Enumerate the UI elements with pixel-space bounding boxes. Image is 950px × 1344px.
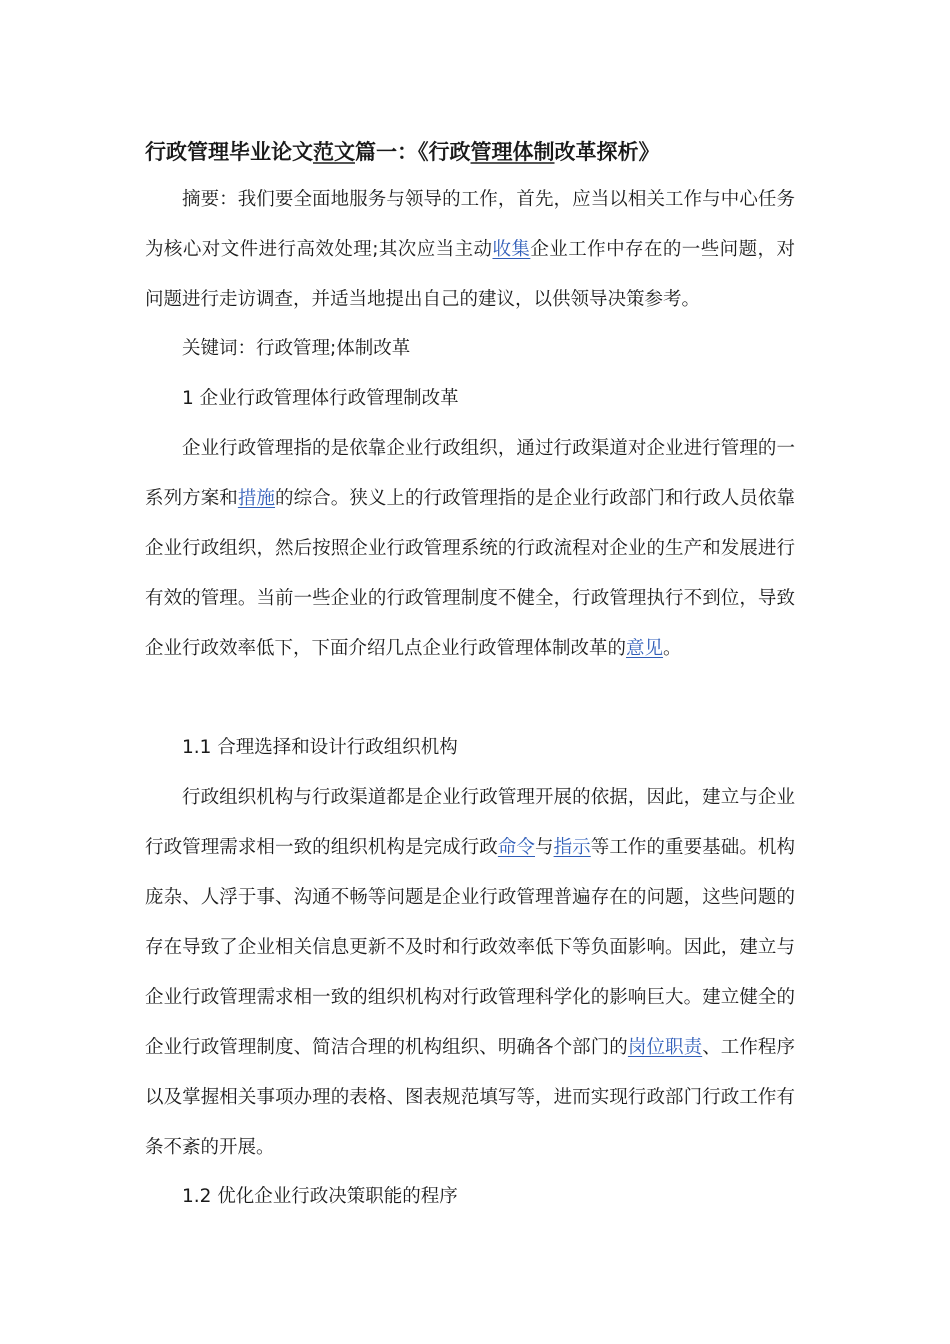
title-link-fanwen[interactable]: 范文 bbox=[313, 140, 355, 164]
keywords-line: 关键词：行政管理;体制改革 bbox=[182, 338, 411, 359]
title-text: 篇一：《行政 bbox=[355, 140, 471, 164]
section-1-heading: 1 企业行政管理体行政管理制改革 bbox=[182, 388, 459, 409]
link-yijian[interactable]: 意见 bbox=[626, 638, 664, 659]
title-text: 行政管理毕业论文 bbox=[145, 140, 313, 164]
link-shouji[interactable]: 收集 bbox=[492, 239, 531, 260]
link-mingling[interactable]: 命令 bbox=[497, 837, 536, 858]
paragraph-2: 行政组织机构与行政渠道都是企业行政管理开展的依据，因此，建立与企业行政管理需求相一致的组织机构是完成行政命令与指示等工作的重要基础。机构庞杂、人浮于事、沟通不畅等问题是企业行政管理普遍存在的问题，这些问题的存在导致了企业相关信息更新不及时和行政效率低下等负面影响。因此，建立与企业行政管理需求相一致的组织机构对行政管理科学化的影响巨大。建立健全的企业行政管理制度、简洁合理的机构组织、明确各个部门的岗位职责、工作程序以及掌握相关事项办理的表格、图表规范填写等，进而实现行政部门行政工作有条不紊的开展。 bbox=[145, 787, 795, 1158]
section-1-1-heading: 1.1 合理选择和设计行政组织机构 bbox=[182, 737, 458, 758]
title-text: 改革探析》 bbox=[554, 140, 660, 164]
document-title bbox=[145, 136, 660, 166]
link-zhishi[interactable]: 指示 bbox=[553, 837, 591, 858]
link-gangweizhize[interactable]: 岗位职责 bbox=[627, 1037, 703, 1058]
paragraph-1: 企业行政管理指的是依靠企业行政组织，通过行政渠道对企业进行管理的一系列方案和措施的综合。狭义上的行政管理指的是企业行政部门和行政人员依靠企业行政组织，然后按照企业行政管理系统的行政流程对企业的生产和发展进行有效的管理。当前一些企业的行政管理制度不健全，行政管理执行不到位，导致企业行政效率低下，下面介绍几点企业行政管理体制改革的意见。 bbox=[145, 438, 795, 659]
link-cuoshi[interactable]: 措施 bbox=[237, 488, 276, 509]
title-link-guanlitizhi[interactable]: 管理体制 bbox=[470, 140, 555, 164]
abstract-paragraph: 摘要：我们要全面地服务与领导的工作，首先，应当以相关工作与中心任务为核心对文件进行高效处理;其次应当主动收集企业工作中存在的一些问题，对问题进行走访调查，并适当地提出自己的建议，以供领导决策参考。 bbox=[145, 189, 795, 310]
section-1-2-heading: 1.2 优化企业行政决策职能的程序 bbox=[182, 1186, 458, 1207]
